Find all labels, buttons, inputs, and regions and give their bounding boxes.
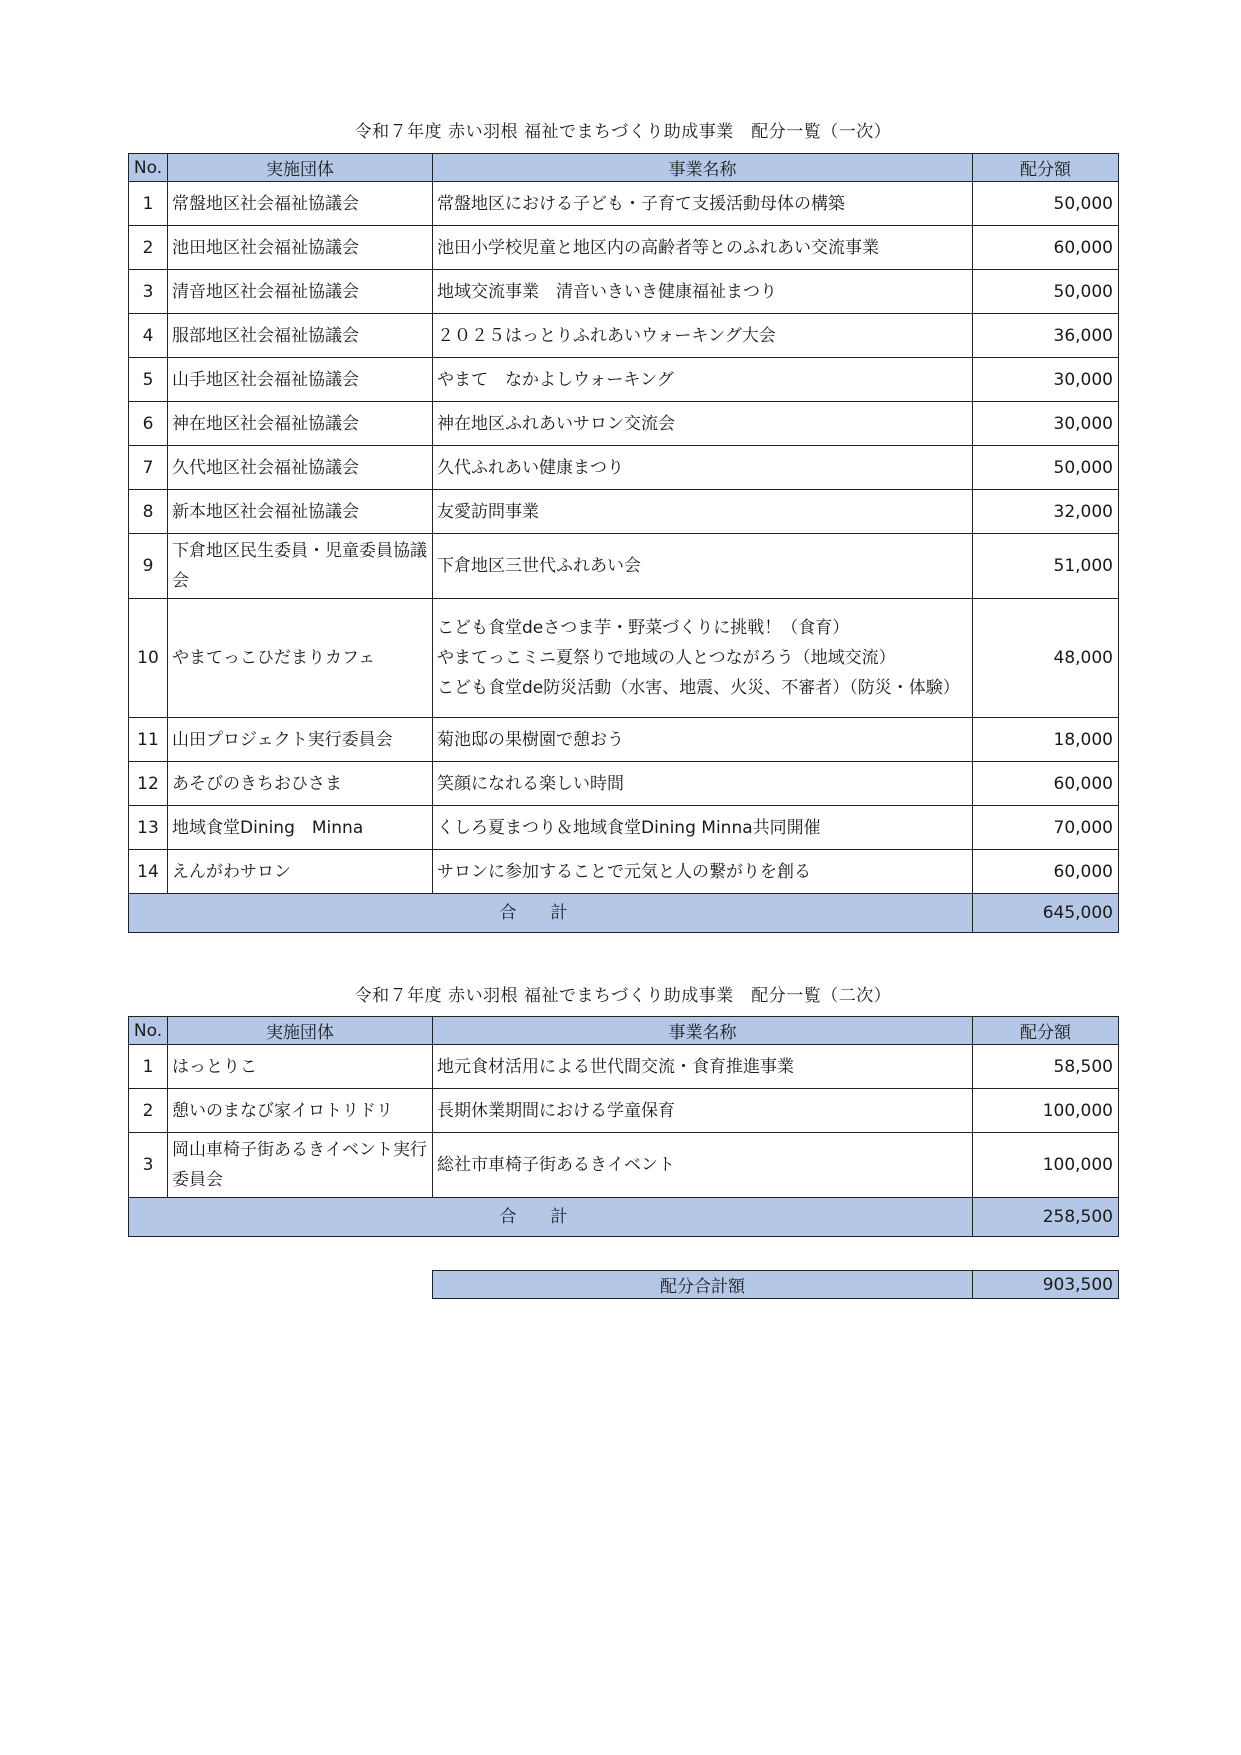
- table-row: [129, 850, 1119, 894]
- project-name: サロンに参加することで元気と人の繋がりを創る: [433, 850, 973, 894]
- table2-total-row: [129, 1198, 1119, 1237]
- project-name: くしろ夏まつり＆地域食堂Dining Minna共同開催: [433, 806, 973, 850]
- table2-allocation: [128, 1016, 1119, 1237]
- table1-allocation: [128, 153, 1119, 933]
- table-row: [129, 446, 1119, 490]
- allocation-amount: 50,000: [973, 270, 1119, 314]
- row-number: 11: [129, 718, 168, 762]
- table-row: [129, 806, 1119, 850]
- allocation-amount: 100,000: [973, 1089, 1119, 1133]
- col-no-header: No.: [129, 154, 168, 182]
- table1-total-label: 合計: [129, 894, 973, 933]
- grand-total-label: 配分合計額: [433, 1271, 973, 1299]
- row-number: 4: [129, 314, 168, 358]
- allocation-amount: 32,000: [973, 490, 1119, 534]
- table1-caption: 令和７年度 赤い羽根 福祉でまちづくり助成事業 配分一覧（一次）: [354, 122, 892, 142]
- col-project-header: 事業名称: [433, 1017, 973, 1045]
- row-number: 3: [129, 1133, 168, 1198]
- project-name: 下倉地区三世代ふれあい会: [433, 534, 973, 599]
- table2-header-row: [129, 1017, 1119, 1045]
- allocation-amount: 30,000: [973, 402, 1119, 446]
- project-name: 地元食材活用による世代間交流・食育推進事業: [433, 1045, 973, 1089]
- table1-body: [129, 182, 1119, 894]
- table-row: [129, 599, 1119, 718]
- organization-name: 下倉地区民生委員・児童委員協議会: [168, 534, 433, 599]
- organization-name: えんがわサロン: [168, 850, 433, 894]
- organization-name: 清音地区社会福祉協議会: [168, 270, 433, 314]
- organization-name: 池田地区社会福祉協議会: [168, 226, 433, 270]
- organization-name: 久代地区社会福祉協議会: [168, 446, 433, 490]
- row-number: 5: [129, 358, 168, 402]
- organization-name: 神在地区社会福祉協議会: [168, 402, 433, 446]
- allocation-amount: 60,000: [973, 762, 1119, 806]
- table2-caption: 令和７年度 赤い羽根 福祉でまちづくり助成事業 配分一覧（二次）: [354, 986, 892, 1006]
- organization-name: 地域食堂Dining Minna: [168, 806, 433, 850]
- project-name: やまて なかよしウォーキング: [433, 358, 973, 402]
- table-row: [129, 762, 1119, 806]
- allocation-amount: 70,000: [973, 806, 1119, 850]
- table-row: [129, 490, 1119, 534]
- row-number: 8: [129, 490, 168, 534]
- row-number: 7: [129, 446, 168, 490]
- organization-name: 山手地区社会福祉協議会: [168, 358, 433, 402]
- table-row: [129, 226, 1119, 270]
- row-number: 2: [129, 226, 168, 270]
- organization-name: 新本地区社会福祉協議会: [168, 490, 433, 534]
- allocation-amount: 36,000: [973, 314, 1119, 358]
- allocation-amount: 30,000: [973, 358, 1119, 402]
- organization-name: はっとりこ: [168, 1045, 433, 1089]
- col-amount-header: 配分額: [973, 1017, 1119, 1045]
- project-name: 友愛訪問事業: [433, 490, 973, 534]
- col-group-header: 実施団体: [168, 154, 433, 182]
- organization-name: 山田プロジェクト実行委員会: [168, 718, 433, 762]
- table1-total-amount: 645,000: [973, 894, 1119, 933]
- row-number: 13: [129, 806, 168, 850]
- project-name: 総社市車椅子街あるきイベント: [433, 1133, 973, 1198]
- table2-body: [129, 1045, 1119, 1198]
- table2-total-label: 合計: [129, 1198, 973, 1237]
- grand-total-box: [432, 1270, 1119, 1299]
- project-name: 池田小学校児童と地区内の高齢者等とのふれあい交流事業: [433, 226, 973, 270]
- organization-name: 常盤地区社会福祉協議会: [168, 182, 433, 226]
- table-row: [129, 718, 1119, 762]
- organization-name: 岡山車椅子街あるきイベント実行委員会: [168, 1133, 433, 1198]
- project-name: 長期休業期間における学童保育: [433, 1089, 973, 1133]
- project-name: 神在地区ふれあいサロン交流会: [433, 402, 973, 446]
- table-row: [129, 1089, 1119, 1133]
- table-row: [129, 534, 1119, 599]
- allocation-amount: 48,000: [973, 599, 1119, 718]
- project-name: 久代ふれあい健康まつり: [433, 446, 973, 490]
- table1-total-row: [129, 894, 1119, 933]
- table-row: [129, 270, 1119, 314]
- row-number: 1: [129, 1045, 168, 1089]
- allocation-amount: 58,500: [973, 1045, 1119, 1089]
- allocation-amount: 60,000: [973, 850, 1119, 894]
- table2-total-amount: 258,500: [973, 1198, 1119, 1237]
- table-row: [129, 314, 1119, 358]
- organization-name: 憩いのまなび家イロトリドリ: [168, 1089, 433, 1133]
- row-number: 1: [129, 182, 168, 226]
- organization-name: やまてっこひだまりカフェ: [168, 599, 433, 718]
- allocation-amount: 100,000: [973, 1133, 1119, 1198]
- project-name: 地域交流事業 清音いきいき健康福祉まつり: [433, 270, 973, 314]
- col-no-header: No.: [129, 1017, 168, 1045]
- table-row: [129, 402, 1119, 446]
- table-row: [129, 1045, 1119, 1089]
- row-number: 12: [129, 762, 168, 806]
- organization-name: 服部地区社会福祉協議会: [168, 314, 433, 358]
- allocation-amount: 18,000: [973, 718, 1119, 762]
- organization-name: あそびのきちおひさま: [168, 762, 433, 806]
- project-name: 常盤地区における子ども・子育て支援活動母体の構築: [433, 182, 973, 226]
- col-group-header: 実施団体: [168, 1017, 433, 1045]
- allocation-amount: 51,000: [973, 534, 1119, 599]
- row-number: 2: [129, 1089, 168, 1133]
- project-name: こども食堂deさつま芋・野菜づくりに挑戦！（食育） やまてっこミニ夏祭りで地域の人とつながろう（地域交流） こども食堂de防災活動（水害、地震、火災、不審者）（防災・体験）: [433, 599, 973, 718]
- table1-header-row: [129, 154, 1119, 182]
- project-name: 笑顔になれる楽しい時間: [433, 762, 973, 806]
- table-row: [129, 358, 1119, 402]
- allocation-amount: 60,000: [973, 226, 1119, 270]
- row-number: 9: [129, 534, 168, 599]
- col-project-header: 事業名称: [433, 154, 973, 182]
- allocation-amount: 50,000: [973, 446, 1119, 490]
- row-number: 6: [129, 402, 168, 446]
- row-number: 10: [129, 599, 168, 718]
- table-row: [129, 182, 1119, 226]
- table-row: [129, 1133, 1119, 1198]
- project-name: ２０２５はっとりふれあいウォーキング大会: [433, 314, 973, 358]
- row-number: 3: [129, 270, 168, 314]
- grand-total-amount: 903,500: [973, 1271, 1119, 1299]
- allocation-amount: 50,000: [973, 182, 1119, 226]
- col-amount-header: 配分額: [973, 154, 1119, 182]
- row-number: 14: [129, 850, 168, 894]
- project-name: 菊池邸の果樹園で憩おう: [433, 718, 973, 762]
